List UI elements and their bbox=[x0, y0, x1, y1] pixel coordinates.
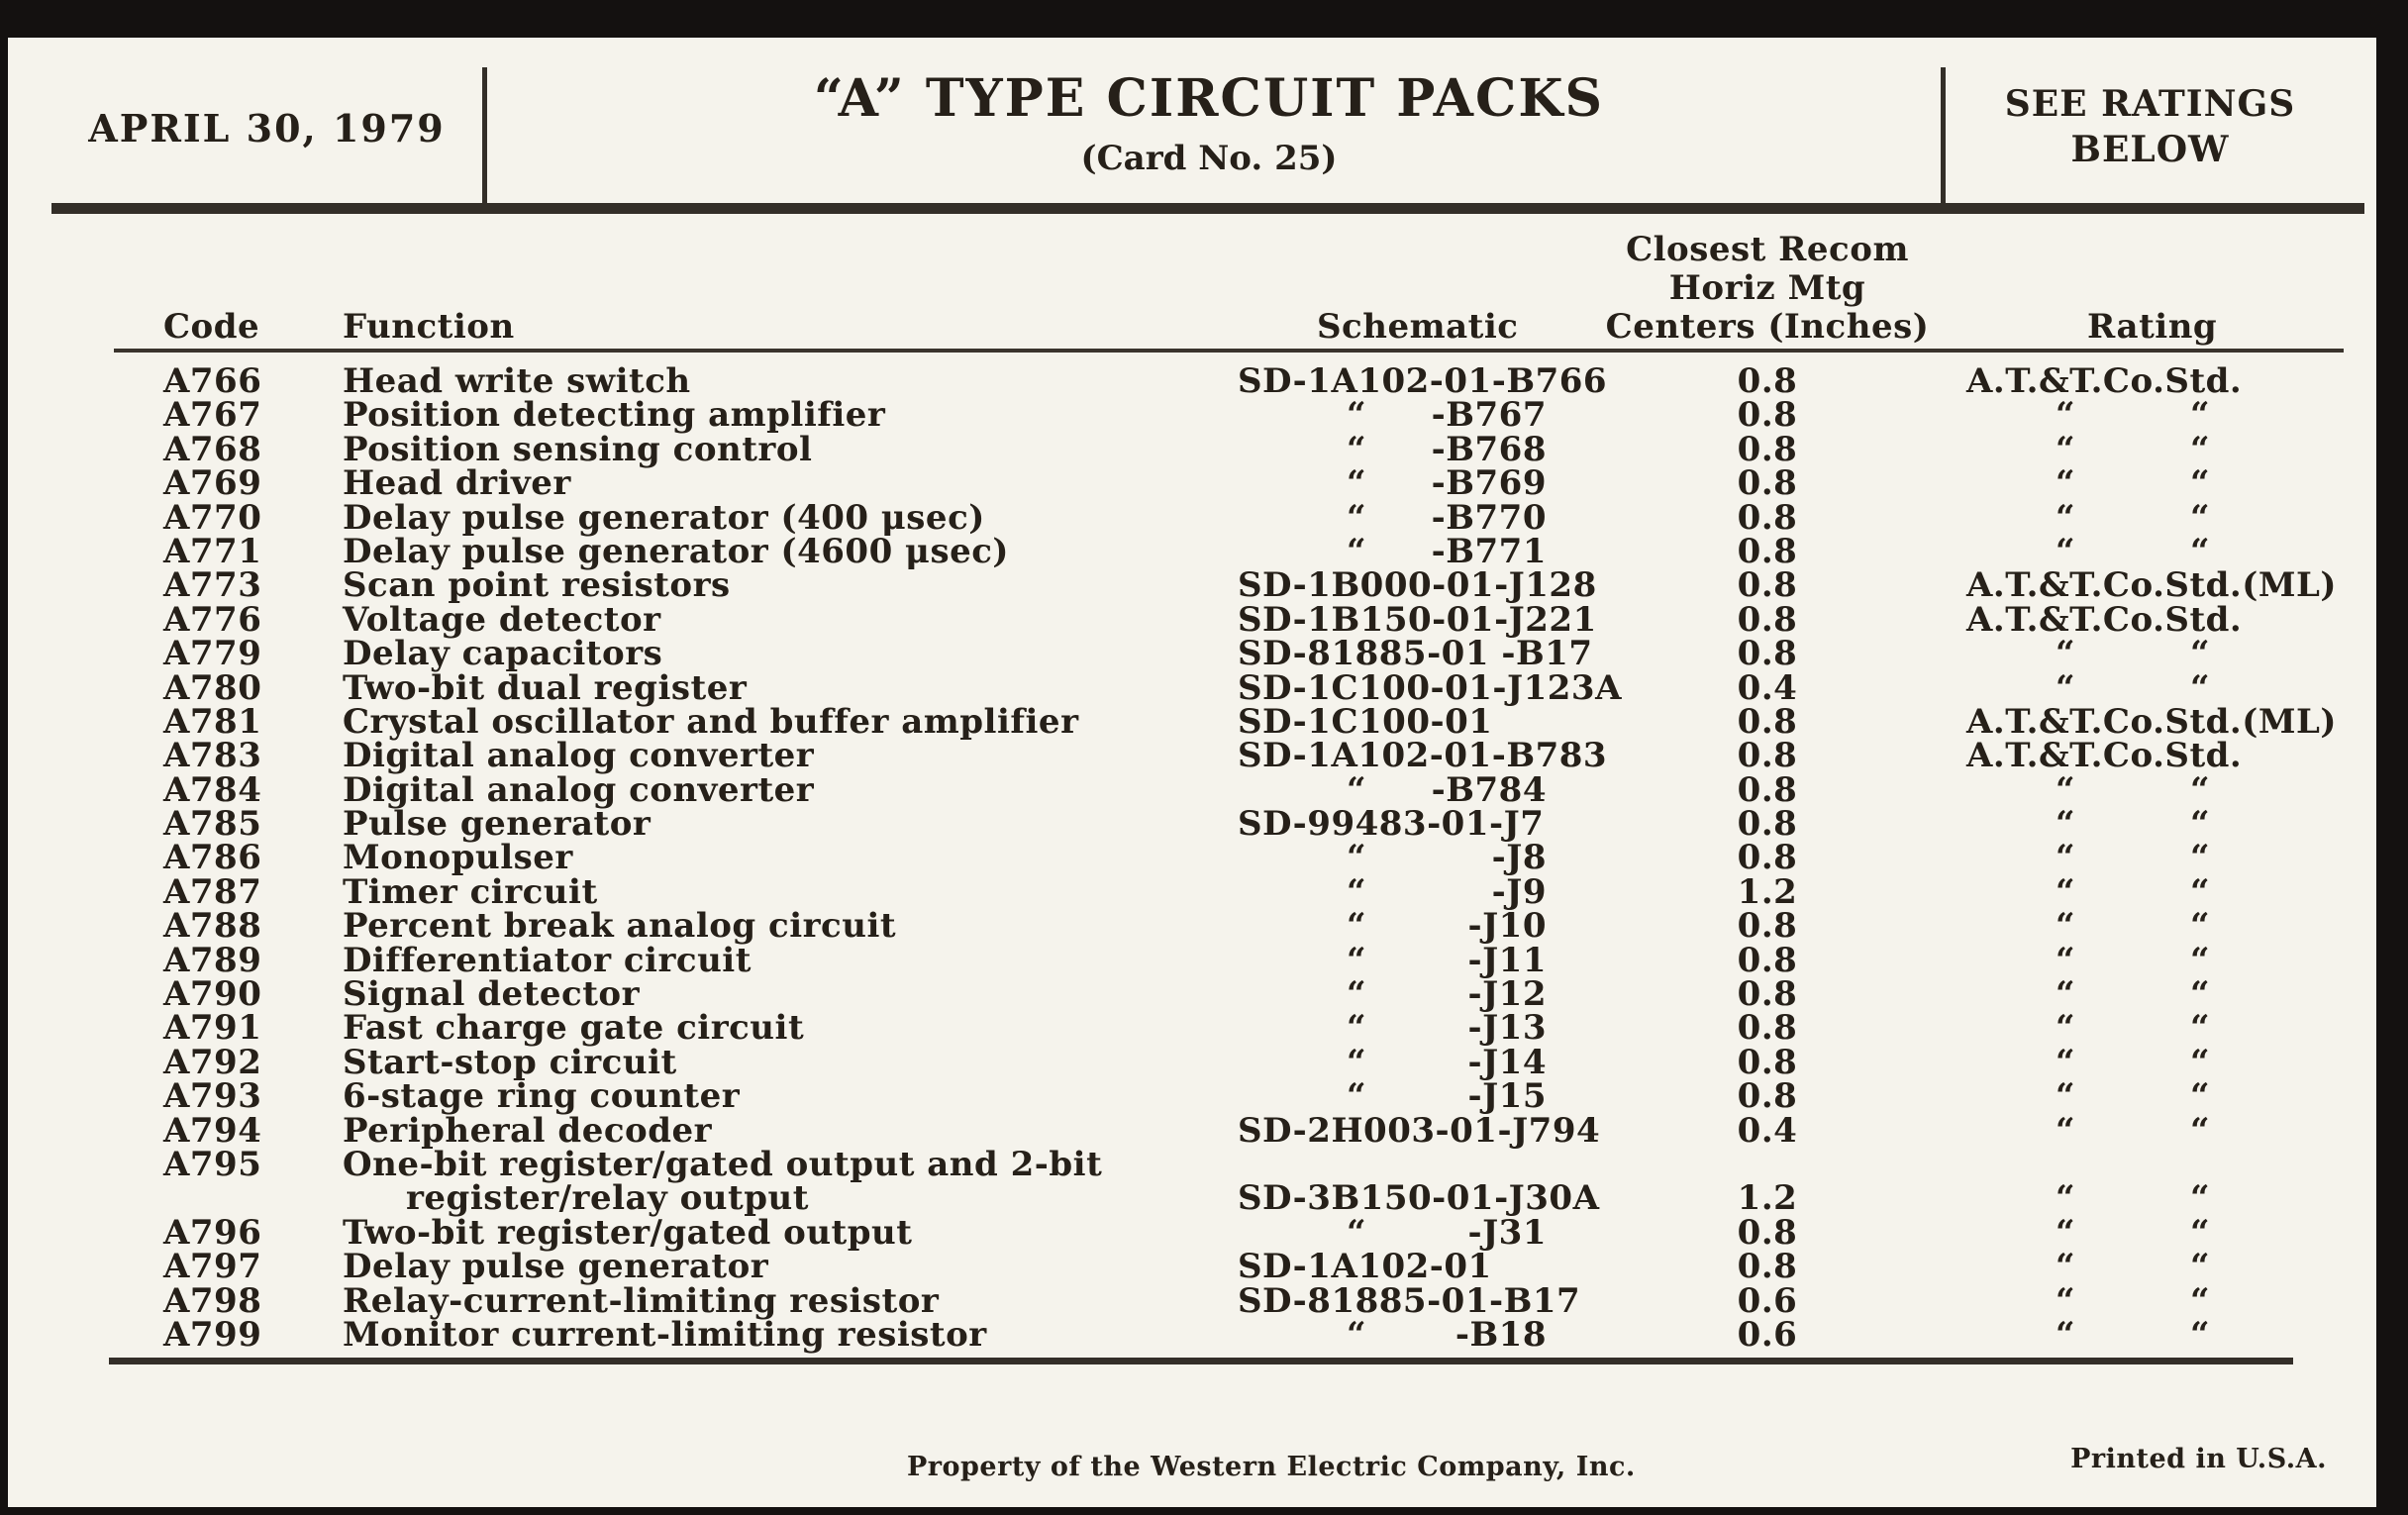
ditto-mark: “ bbox=[1347, 1212, 1367, 1253]
code-cell: A766 bbox=[163, 361, 262, 401]
ratings-note bbox=[1936, 53, 2364, 203]
column-header-schematic: Schematic bbox=[1317, 307, 1519, 347]
ditto-mark: “ bbox=[2056, 1178, 2076, 1219]
table-row bbox=[8, 599, 2376, 640]
table-row bbox=[8, 634, 2376, 674]
centers-cell: 0.8 bbox=[1737, 940, 1798, 980]
function-cell: Digital analog converter bbox=[343, 736, 815, 776]
centers-cell: 0.8 bbox=[1737, 531, 1798, 571]
function-cell: Head driver bbox=[343, 463, 571, 504]
table-row bbox=[8, 1247, 2376, 1287]
ditto-mark: “ bbox=[2190, 1008, 2211, 1049]
ditto-mark: “ bbox=[1347, 906, 1367, 947]
schematic-suffix: -B768 bbox=[1431, 429, 1547, 469]
function-cell: Head write switch bbox=[343, 361, 691, 401]
function-cell: Delay pulse generator bbox=[343, 1247, 769, 1287]
centers-cell: 0.8 bbox=[1737, 1212, 1798, 1253]
function-cell: Monitor current-limiting resistor bbox=[343, 1314, 987, 1355]
ditto-mark: “ bbox=[2056, 1110, 2076, 1151]
table-row bbox=[8, 463, 2376, 504]
centers-cell: 0.8 bbox=[1737, 906, 1798, 947]
schematic-cell: SD-1C100-01 bbox=[1238, 701, 1493, 742]
centers-cell: 0.8 bbox=[1737, 463, 1798, 504]
table-row bbox=[8, 871, 2376, 912]
centers-cell: 0.8 bbox=[1737, 497, 1798, 538]
ditto-mark: “ bbox=[2056, 940, 2076, 980]
code-cell: A799 bbox=[163, 1314, 262, 1355]
ditto-mark: “ bbox=[2190, 395, 2211, 436]
card-header bbox=[51, 53, 2364, 214]
schematic-suffix: -B771 bbox=[1431, 531, 1547, 571]
schematic-suffix: -B18 bbox=[1455, 1314, 1547, 1355]
ditto-mark: “ bbox=[1347, 974, 1367, 1015]
ditto-mark: “ bbox=[2190, 667, 2211, 708]
centers-cell: 1.2 bbox=[1737, 1178, 1798, 1219]
schematic-suffix: -J11 bbox=[1467, 940, 1547, 980]
rating-cell: A.T.&T.Co.Std. bbox=[1966, 599, 2243, 640]
ditto-mark: “ bbox=[2190, 429, 2211, 469]
table-row bbox=[8, 565, 2376, 606]
function-cell: One-bit register/gated output and 2-bit bbox=[343, 1144, 1103, 1184]
ditto-mark: “ bbox=[2190, 1110, 2211, 1151]
ditto-mark: “ bbox=[2190, 531, 2211, 571]
code-cell: A785 bbox=[163, 804, 262, 845]
ditto-mark: “ bbox=[2056, 634, 2076, 674]
ditto-mark: “ bbox=[2190, 1280, 2211, 1321]
code-cell: A796 bbox=[163, 1212, 262, 1253]
centers-cell: 0.8 bbox=[1737, 974, 1798, 1015]
function-cell: Peripheral decoder bbox=[343, 1110, 713, 1151]
table-row bbox=[8, 940, 2376, 980]
centers-cell: 0.6 bbox=[1737, 1280, 1798, 1321]
schematic-cell: SD-1B000-01-J128 bbox=[1238, 565, 1597, 606]
ditto-mark: “ bbox=[2056, 667, 2076, 708]
ditto-mark: “ bbox=[1347, 838, 1367, 878]
ditto-mark: “ bbox=[2190, 838, 2211, 878]
footer-printed-note: Printed in U.S.A. bbox=[2070, 1444, 2327, 1474]
function-cell: Digital analog converter bbox=[343, 769, 815, 810]
centers-cell: 0.8 bbox=[1737, 1008, 1798, 1049]
function-cell: Fast charge gate circuit bbox=[343, 1008, 805, 1049]
centers-cell: 0.8 bbox=[1737, 395, 1798, 436]
schematic-suffix: -B784 bbox=[1431, 769, 1547, 810]
function-cell: Delay pulse generator (4600 μsec) bbox=[343, 531, 1010, 571]
centers-cell: 0.8 bbox=[1737, 429, 1798, 469]
ditto-mark: “ bbox=[2190, 769, 2211, 810]
code-cell: A794 bbox=[163, 1110, 262, 1151]
centers-cell: 0.4 bbox=[1737, 667, 1798, 708]
code-cell: A784 bbox=[163, 769, 262, 810]
table-row bbox=[8, 1008, 2376, 1049]
function-cell: 6-stage ring counter bbox=[343, 1076, 741, 1117]
ditto-mark: “ bbox=[2190, 1076, 2211, 1117]
code-cell: A780 bbox=[163, 667, 262, 708]
ditto-mark: “ bbox=[1347, 940, 1367, 980]
ditto-mark: “ bbox=[1347, 497, 1367, 538]
ditto-mark: “ bbox=[2056, 429, 2076, 469]
ditto-mark: “ bbox=[2056, 1280, 2076, 1321]
code-cell: A771 bbox=[163, 531, 262, 571]
schematic-cell: SD-1A102-01-B766 bbox=[1238, 361, 1608, 401]
ditto-mark: “ bbox=[2056, 1076, 2076, 1117]
table-row bbox=[8, 1144, 2376, 1184]
centers-cell: 0.8 bbox=[1737, 1076, 1798, 1117]
ditto-mark: “ bbox=[2190, 871, 2211, 912]
ditto-mark: “ bbox=[2056, 463, 2076, 504]
code-cell: A787 bbox=[163, 871, 262, 912]
ditto-mark: “ bbox=[1347, 531, 1367, 571]
ditto-mark: “ bbox=[2190, 804, 2211, 845]
function-cell: Crystal oscillator and buffer amplifier bbox=[343, 701, 1079, 742]
table-row bbox=[8, 1280, 2376, 1321]
code-cell: A770 bbox=[163, 497, 262, 538]
schematic-cell: SD-81885-01-B17 bbox=[1238, 1280, 1581, 1321]
ditto-mark: “ bbox=[2190, 463, 2211, 504]
table-row bbox=[8, 1110, 2376, 1151]
function-cell: Pulse generator bbox=[343, 804, 652, 845]
rating-cell: A.T.&T.Co.Std.(ML) bbox=[1966, 701, 2337, 742]
function-cell: Delay capacitors bbox=[343, 634, 663, 674]
centers-cell: 0.8 bbox=[1737, 634, 1798, 674]
table-row bbox=[8, 974, 2376, 1015]
table-row bbox=[8, 361, 2376, 401]
schematic-cell: SD-99483-01-J7 bbox=[1238, 804, 1545, 845]
table-row bbox=[8, 1178, 2376, 1219]
code-cell: A798 bbox=[163, 1280, 262, 1321]
date-label: APRIL 30, 1979 bbox=[88, 106, 446, 151]
centers-cell: 1.2 bbox=[1737, 871, 1798, 912]
table-row bbox=[8, 395, 2376, 436]
code-cell: A792 bbox=[163, 1042, 262, 1082]
column-header-function: Function bbox=[343, 307, 515, 347]
table-row bbox=[8, 804, 2376, 845]
table-row bbox=[8, 1212, 2376, 1253]
table-row bbox=[8, 769, 2376, 810]
ditto-mark: “ bbox=[2056, 871, 2076, 912]
ditto-mark: “ bbox=[2056, 1247, 2076, 1287]
schematic-suffix: -J13 bbox=[1467, 1008, 1547, 1049]
code-cell: A773 bbox=[163, 565, 262, 606]
ditto-mark: “ bbox=[2056, 1042, 2076, 1082]
function-cell: Delay pulse generator (400 μsec) bbox=[343, 497, 985, 538]
ditto-mark: “ bbox=[2190, 1042, 2211, 1082]
footer-property-note: Property of the Western Electric Company, Inc. bbox=[907, 1452, 1636, 1482]
schematic-suffix: -J8 bbox=[1491, 838, 1547, 878]
schematic-suffix: -J14 bbox=[1467, 1042, 1547, 1082]
table-row bbox=[8, 736, 2376, 776]
code-cell: A767 bbox=[163, 395, 262, 436]
ditto-mark: “ bbox=[2190, 906, 2211, 947]
centers-cell: 0.8 bbox=[1737, 1042, 1798, 1082]
card-number: (Card No. 25) bbox=[1080, 139, 1338, 178]
ratings-note-line1: SEE RATINGS bbox=[2004, 83, 2296, 125]
column-header-centers-line: Centers (Inches) bbox=[1605, 307, 1930, 347]
table-row bbox=[8, 1042, 2376, 1082]
header-divider-right bbox=[1941, 67, 1946, 203]
schematic-suffix: -J10 bbox=[1467, 906, 1547, 947]
centers-cell: 0.8 bbox=[1737, 736, 1798, 776]
table-row bbox=[8, 906, 2376, 947]
centers-cell: 0.8 bbox=[1737, 599, 1798, 640]
function-cell: Two-bit register/gated output bbox=[343, 1212, 913, 1253]
code-cell: A790 bbox=[163, 974, 262, 1015]
code-cell: A783 bbox=[163, 736, 262, 776]
column-header-centers-line: Closest Recom bbox=[1626, 230, 1909, 269]
ditto-mark: “ bbox=[2190, 634, 2211, 674]
ditto-mark: “ bbox=[1347, 769, 1367, 810]
ditto-mark: “ bbox=[1347, 429, 1367, 469]
table-row bbox=[8, 1076, 2376, 1117]
code-cell: A795 bbox=[163, 1144, 262, 1184]
ditto-mark: “ bbox=[1347, 1042, 1367, 1082]
column-header-rating: Rating bbox=[2087, 307, 2218, 347]
ditto-mark: “ bbox=[2190, 940, 2211, 980]
table-row bbox=[8, 497, 2376, 538]
table-row bbox=[8, 531, 2376, 571]
ditto-mark: “ bbox=[2056, 1314, 2076, 1355]
function-cell: Percent break analog circuit bbox=[343, 906, 897, 947]
code-cell: A793 bbox=[163, 1076, 262, 1117]
function-cell: Two-bit dual register bbox=[343, 667, 748, 708]
centers-cell: 0.8 bbox=[1737, 804, 1798, 845]
code-cell: A788 bbox=[163, 906, 262, 947]
schematic-suffix: -B769 bbox=[1431, 463, 1547, 504]
schematic-cell: SD-3B150-01-J30A bbox=[1238, 1178, 1600, 1219]
ditto-mark: “ bbox=[2056, 395, 2076, 436]
centers-cell: 0.4 bbox=[1737, 1110, 1798, 1151]
ditto-mark: “ bbox=[2056, 1008, 2076, 1049]
title-block bbox=[482, 53, 1936, 203]
table-row bbox=[8, 838, 2376, 878]
column-header-code: Code bbox=[163, 307, 260, 347]
rating-cell: A.T.&T.Co.Std. bbox=[1966, 361, 2243, 401]
schematic-cell: SD-1C100-01-J123A bbox=[1238, 667, 1622, 708]
table-body bbox=[8, 361, 2376, 1355]
code-cell: A769 bbox=[163, 463, 262, 504]
ditto-mark: “ bbox=[2190, 974, 2211, 1015]
centers-cell: 0.8 bbox=[1737, 361, 1798, 401]
table-row bbox=[8, 701, 2376, 742]
centers-cell: 0.8 bbox=[1737, 701, 1798, 742]
function-cell: Start-stop circuit bbox=[343, 1042, 677, 1082]
header-divider-left bbox=[482, 67, 487, 203]
ditto-mark: “ bbox=[1347, 1314, 1367, 1355]
centers-cell: 0.8 bbox=[1737, 1247, 1798, 1287]
function-cell: Monopulser bbox=[343, 838, 573, 878]
schematic-cell: SD-1B150-01-J221 bbox=[1238, 599, 1597, 640]
schematic-cell: SD-1A102-01 bbox=[1238, 1247, 1492, 1287]
function-cell: Signal detector bbox=[343, 974, 640, 1015]
ditto-mark: “ bbox=[2056, 497, 2076, 538]
function-cell: Voltage detector bbox=[343, 599, 661, 640]
code-cell: A781 bbox=[163, 701, 262, 742]
table-column-headers bbox=[8, 226, 2376, 347]
ditto-mark: “ bbox=[2056, 804, 2076, 845]
ditto-mark: “ bbox=[2190, 497, 2211, 538]
ditto-mark: “ bbox=[2190, 1212, 2211, 1253]
column-header-centers bbox=[1604, 231, 1931, 347]
column-header-centers-line: Horiz Mtg bbox=[1668, 268, 1866, 308]
rating-cell: A.T.&T.Co.Std. bbox=[1966, 736, 2243, 776]
table-row bbox=[8, 429, 2376, 469]
table-row bbox=[8, 1314, 2376, 1355]
ditto-mark: “ bbox=[1347, 871, 1367, 912]
ditto-mark: “ bbox=[2056, 769, 2076, 810]
schematic-suffix: -B770 bbox=[1431, 497, 1547, 538]
code-cell: A776 bbox=[163, 599, 262, 640]
code-cell: A786 bbox=[163, 838, 262, 878]
function-cell: Differentiator circuit bbox=[343, 940, 752, 980]
schematic-cell: SD-2H003-01-J794 bbox=[1238, 1110, 1601, 1151]
ditto-mark: “ bbox=[2190, 1178, 2211, 1219]
function-cell: Relay-current-limiting resistor bbox=[343, 1280, 940, 1321]
schematic-cell: SD-81885-01 -B17 bbox=[1238, 634, 1593, 674]
ditto-mark: “ bbox=[2190, 1247, 2211, 1287]
centers-cell: 0.8 bbox=[1737, 565, 1798, 606]
ditto-mark: “ bbox=[2056, 974, 2076, 1015]
table-bottom-rule bbox=[109, 1358, 2293, 1364]
schematic-suffix: -J9 bbox=[1491, 871, 1547, 912]
centers-cell: 0.8 bbox=[1737, 769, 1798, 810]
function-cell: Position detecting amplifier bbox=[343, 395, 886, 436]
schematic-suffix: -J15 bbox=[1467, 1076, 1547, 1117]
schematic-suffix: -B767 bbox=[1431, 395, 1547, 436]
rating-cell: A.T.&T.Co.Std.(ML) bbox=[1966, 565, 2337, 606]
ditto-mark: “ bbox=[2056, 1212, 2076, 1253]
table-row bbox=[8, 667, 2376, 708]
catalog-card bbox=[8, 38, 2376, 1507]
ditto-mark: “ bbox=[2056, 838, 2076, 878]
code-cell: A797 bbox=[163, 1247, 262, 1287]
function-cell: Position sensing control bbox=[343, 429, 813, 469]
ditto-mark: “ bbox=[1347, 395, 1367, 436]
code-cell: A791 bbox=[163, 1008, 262, 1049]
ditto-mark: “ bbox=[2056, 906, 2076, 947]
function-cell: Timer circuit bbox=[343, 871, 598, 912]
column-header-rule bbox=[114, 349, 2344, 353]
centers-cell: 0.6 bbox=[1737, 1314, 1798, 1355]
ditto-mark: “ bbox=[1347, 1008, 1367, 1049]
page-title: “A” TYPE CIRCUIT PACKS bbox=[813, 68, 1605, 129]
code-cell: A779 bbox=[163, 634, 262, 674]
schematic-cell: SD-1A102-01-B783 bbox=[1238, 736, 1608, 776]
schematic-suffix: -J12 bbox=[1467, 974, 1547, 1015]
code-cell: A789 bbox=[163, 940, 262, 980]
ditto-mark: “ bbox=[1347, 1076, 1367, 1117]
ratings-note-line2: BELOW bbox=[2070, 129, 2230, 170]
code-cell: A768 bbox=[163, 429, 262, 469]
centers-cell: 0.8 bbox=[1737, 838, 1798, 878]
function-cell: Scan point resistors bbox=[343, 565, 731, 606]
ditto-mark: “ bbox=[2190, 1314, 2211, 1355]
function-cell: register/relay output bbox=[406, 1178, 809, 1219]
ditto-mark: “ bbox=[2056, 531, 2076, 571]
ditto-mark: “ bbox=[1347, 463, 1367, 504]
schematic-suffix: -J31 bbox=[1467, 1212, 1547, 1253]
